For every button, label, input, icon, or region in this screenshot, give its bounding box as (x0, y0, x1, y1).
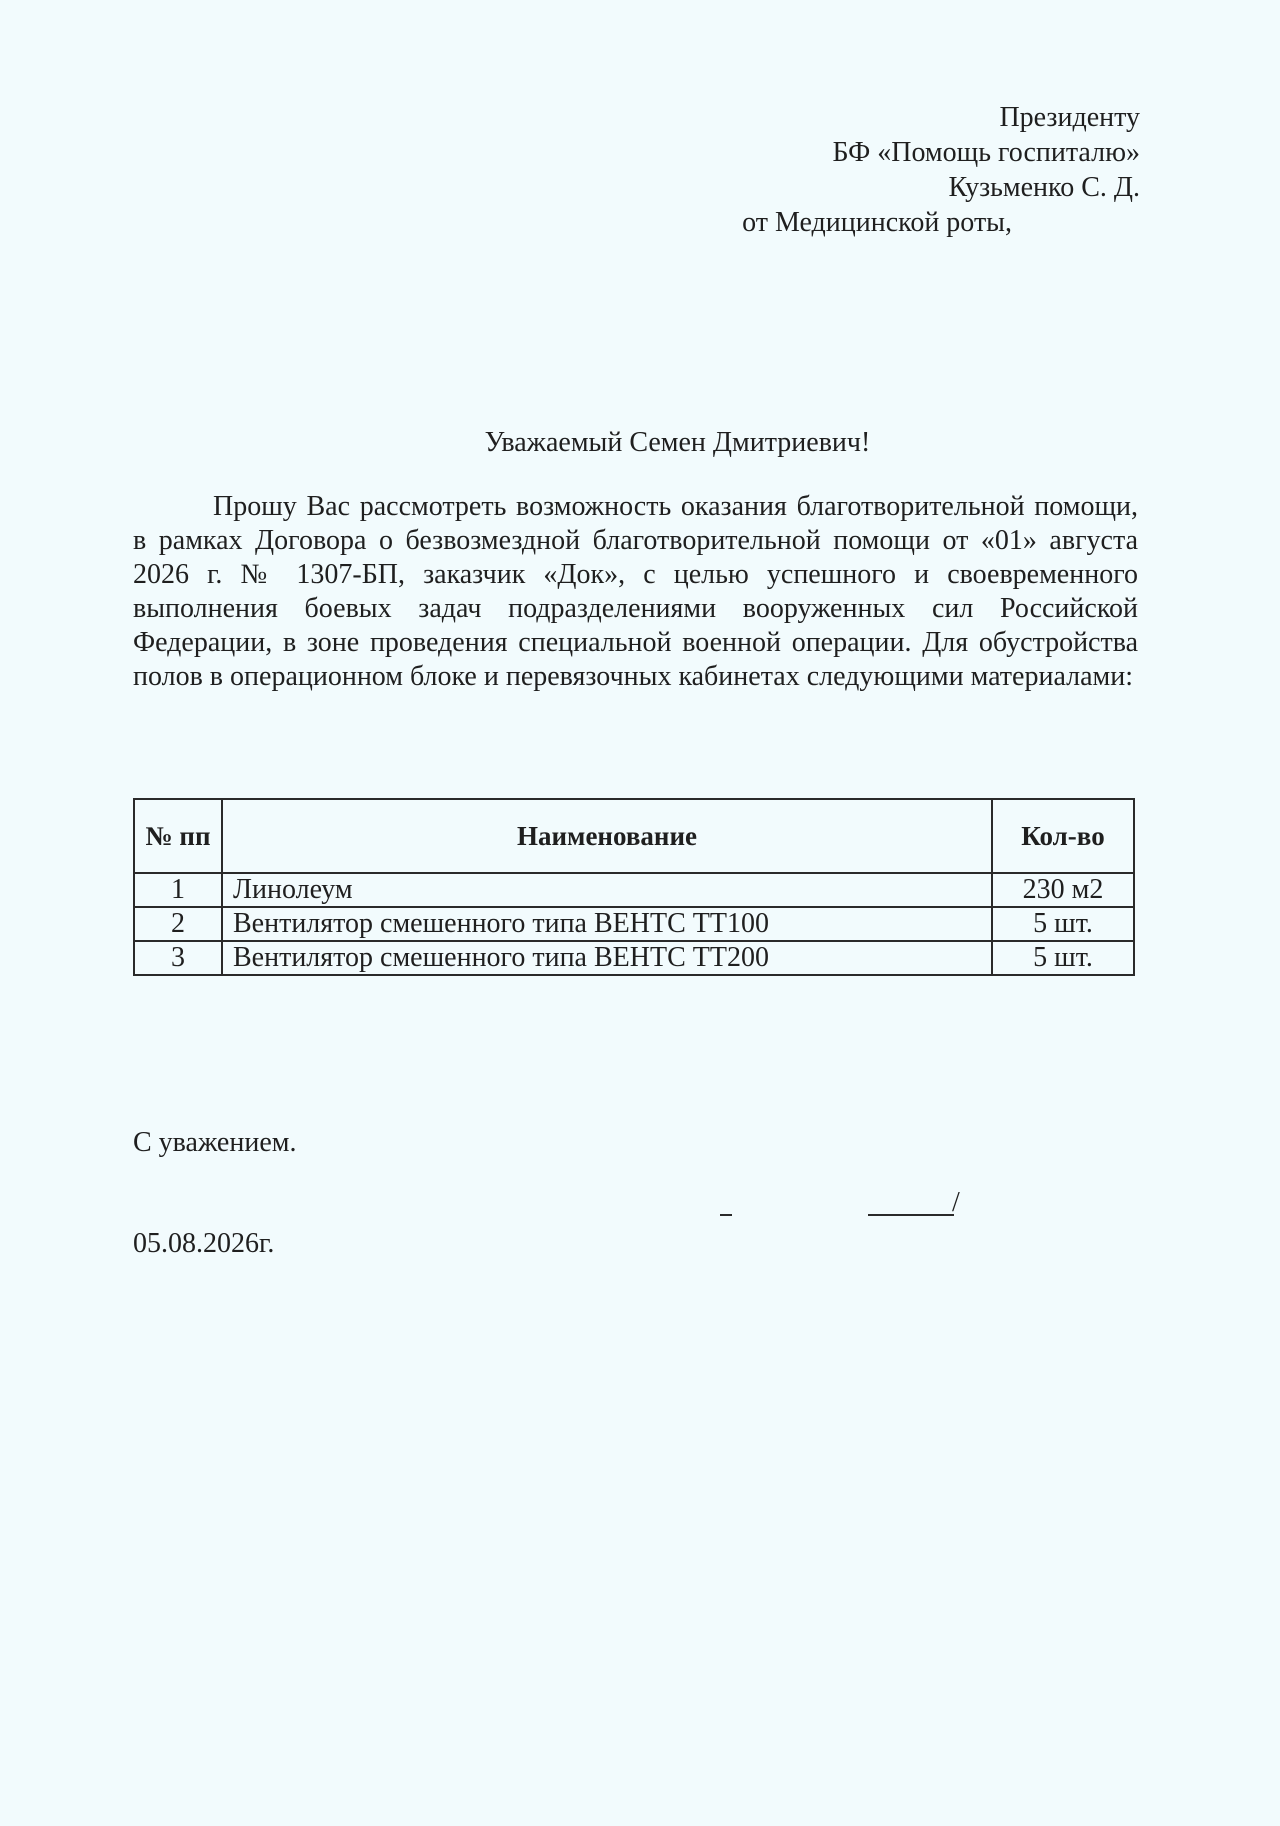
letter-body: Прошу Вас рассмотреть возможность оказания благотворительной помощи, в рамках Договора о безвозмездной благотворительной помощи от «01» августа 2026 г. № 1307-БП, заказчик «Док», с целью успешного и своевременного выполнения боевых задач подразделениями вооруженных сил Российской Федерации, в зоне проведения специальной военной операции. Для обустройства полов в операционном блоке и перевязочных кабинетах следующими материалами: (133, 491, 1138, 692)
table-row (134, 873, 1134, 907)
signature-line (720, 1188, 960, 1220)
letter-date: 05.08.2026г. (133, 1228, 275, 1259)
signature-rule (868, 1214, 954, 1216)
closing-phrase: С уважением. (133, 1127, 297, 1158)
row-quantity: 5 шт. (992, 907, 1134, 941)
table-row (134, 907, 1134, 941)
table-header-row (134, 799, 1134, 873)
row-number: 3 (134, 941, 222, 975)
table-row (134, 941, 1134, 975)
addressee-block (742, 100, 1140, 240)
row-number: 2 (134, 907, 222, 941)
materials-table (133, 798, 1135, 976)
header-quantity: Кол-во (992, 799, 1134, 873)
addressee-name: Кузьменко С. Д. (948, 172, 1140, 203)
sender-line: от Медицинской роты, (742, 207, 1012, 238)
addressee-organization: БФ «Помощь госпиталю» (832, 137, 1140, 168)
row-name: Линолеум (222, 873, 992, 907)
header-number: № пп (134, 799, 222, 873)
header-name: Наименование (222, 799, 992, 873)
row-number: 1 (134, 873, 222, 907)
signature-dash (720, 1214, 732, 1216)
row-quantity: 5 шт. (992, 941, 1134, 975)
row-name: Вентилятор смешенного типа ВЕНТС ТТ200 (222, 941, 992, 975)
salutation: Уважаемый Семен Дмитриевич! (484, 427, 871, 458)
row-name: Вентилятор смешенного типа ВЕНТС ТТ100 (222, 907, 992, 941)
addressee-title: Президенту (999, 102, 1140, 133)
row-quantity: 230 м2 (992, 873, 1134, 907)
signature-slash: / (952, 1187, 960, 1218)
